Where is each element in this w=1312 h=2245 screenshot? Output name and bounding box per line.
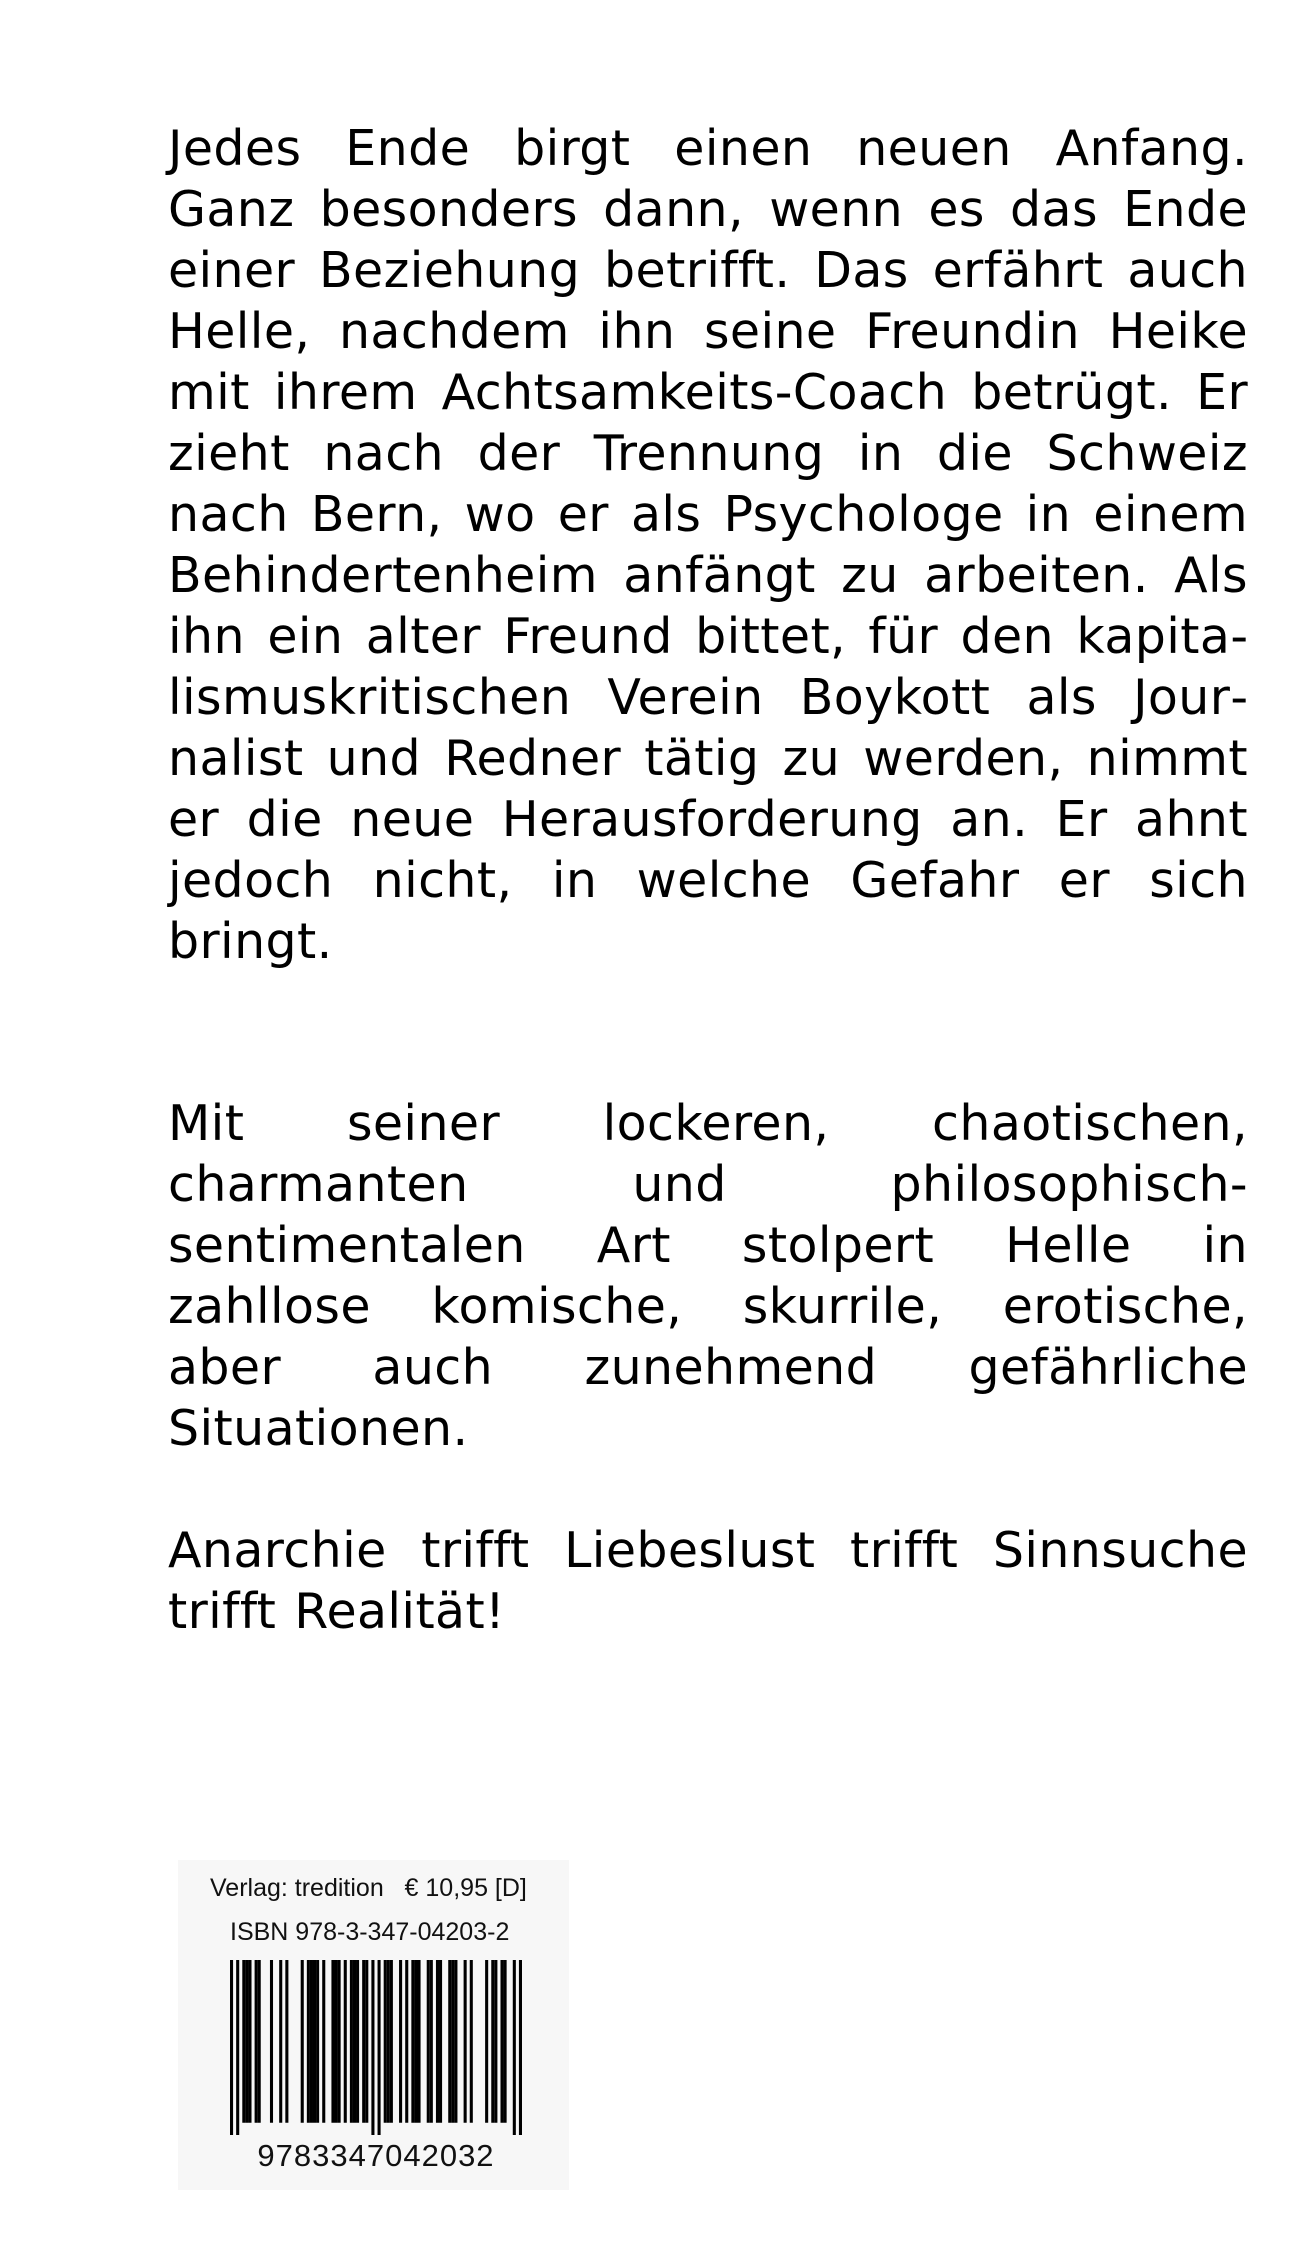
publisher-price-line: Verlag: tredition € 10,95 [D] [210, 1874, 527, 1902]
blurb-paragraph-1: Jedes Ende birgt einen neuen Anfang. Ganz besonders dann, wenn es das Ende einer Beziehung betrifft. Das erfährt auch Helle, nachdem ihn seine Freundin Heike mit ihrem Achtsamkeits-Coach betrügt. Er zieht nach der Trennung in die Schweiz nach Bern, wo er als Psychologe in einem Behindertenheim anfängt zu arbeiten. Als ihn ein alter Freund bittet, für den kapitalismuskritischen Verein Boykott als Journalist und Redner tätig zu werden, nimmt er die neue Herausforderung an. Er ahnt jedoch nicht, in welche Gefahr er sich bringt. [168, 120, 1248, 970]
blurb-paragraph-3: Anarchie trifft Liebeslust trifft Sinnsuche trifft Realität! [168, 1522, 1248, 1640]
barcode-bar [255, 1960, 258, 2123]
barcode-bar [390, 1960, 393, 2123]
barcode-bar [470, 1960, 473, 2123]
barcode-bar [338, 1960, 341, 2123]
barcode-bar [322, 1960, 325, 2123]
barcode-bar [405, 1960, 408, 2123]
barcode-bar [454, 1960, 457, 2123]
barcode-bar [519, 1960, 522, 2135]
barcode-bar [245, 1960, 248, 2123]
barcode-bar [371, 1960, 374, 2135]
barcode-bar [301, 1960, 304, 2123]
barcode-bar [494, 1960, 497, 2123]
barcode-bar [236, 1960, 239, 2135]
barcode-bar [248, 1960, 251, 2123]
barcode-bar [350, 1960, 353, 2123]
barcode-graphic [230, 1960, 522, 2135]
isbn-barcode-box [178, 1860, 569, 2190]
barcode-bar [451, 1960, 454, 2123]
barcode-bar [384, 1960, 387, 2123]
barcode-bar [491, 1960, 494, 2123]
blurb-paragraph-2: Mit seiner lockeren, chaotischen, charmanten und philosophisch-sentimentalen Art stolpert Helle in zahllose komische, skurrile, erotische, aber auch zunehmend gefährliche Situationen. [168, 1095, 1248, 1457]
barcode-bar [279, 1960, 282, 2123]
barcode-bar [417, 1960, 420, 2123]
barcode-bar [242, 1960, 245, 2123]
barcode-bar [500, 1960, 503, 2123]
barcode-bar [513, 1960, 516, 2135]
isbn-line: ISBN 978-3-347-04203-2 [230, 1918, 510, 1946]
barcode-bar [387, 1960, 390, 2123]
barcode-bar [504, 1960, 507, 2123]
barcode-bar [464, 1960, 467, 2123]
barcode-bar [365, 1960, 368, 2123]
barcode-bar [285, 1960, 288, 2123]
barcode-bar [344, 1960, 347, 2123]
barcode-bar [439, 1960, 442, 2123]
barcode-bar [411, 1960, 414, 2123]
barcode-bar [316, 1960, 319, 2123]
barcode-bar [448, 1960, 451, 2123]
barcode-bar [427, 1960, 430, 2123]
ean-number: 9783347042032 [257, 2138, 495, 2173]
barcode-bar [378, 1960, 381, 2135]
barcode-bar [230, 1960, 233, 2135]
barcode-bar [430, 1960, 433, 2123]
barcode-bar [307, 1960, 310, 2123]
barcode-bar [310, 1960, 313, 2123]
barcode-bar [313, 1960, 316, 2123]
barcode-bar [399, 1960, 402, 2123]
barcode-bar [353, 1960, 356, 2123]
barcode-bar [331, 1960, 334, 2123]
barcode-bar [356, 1960, 359, 2123]
barcode-bar [414, 1960, 417, 2123]
barcode-bar [270, 1960, 273, 2123]
barcode-bar [485, 1960, 488, 2123]
barcode-bar [436, 1960, 439, 2123]
barcode-bar [362, 1960, 365, 2123]
barcode-bar [258, 1960, 261, 2123]
barcode-bar [335, 1960, 338, 2123]
